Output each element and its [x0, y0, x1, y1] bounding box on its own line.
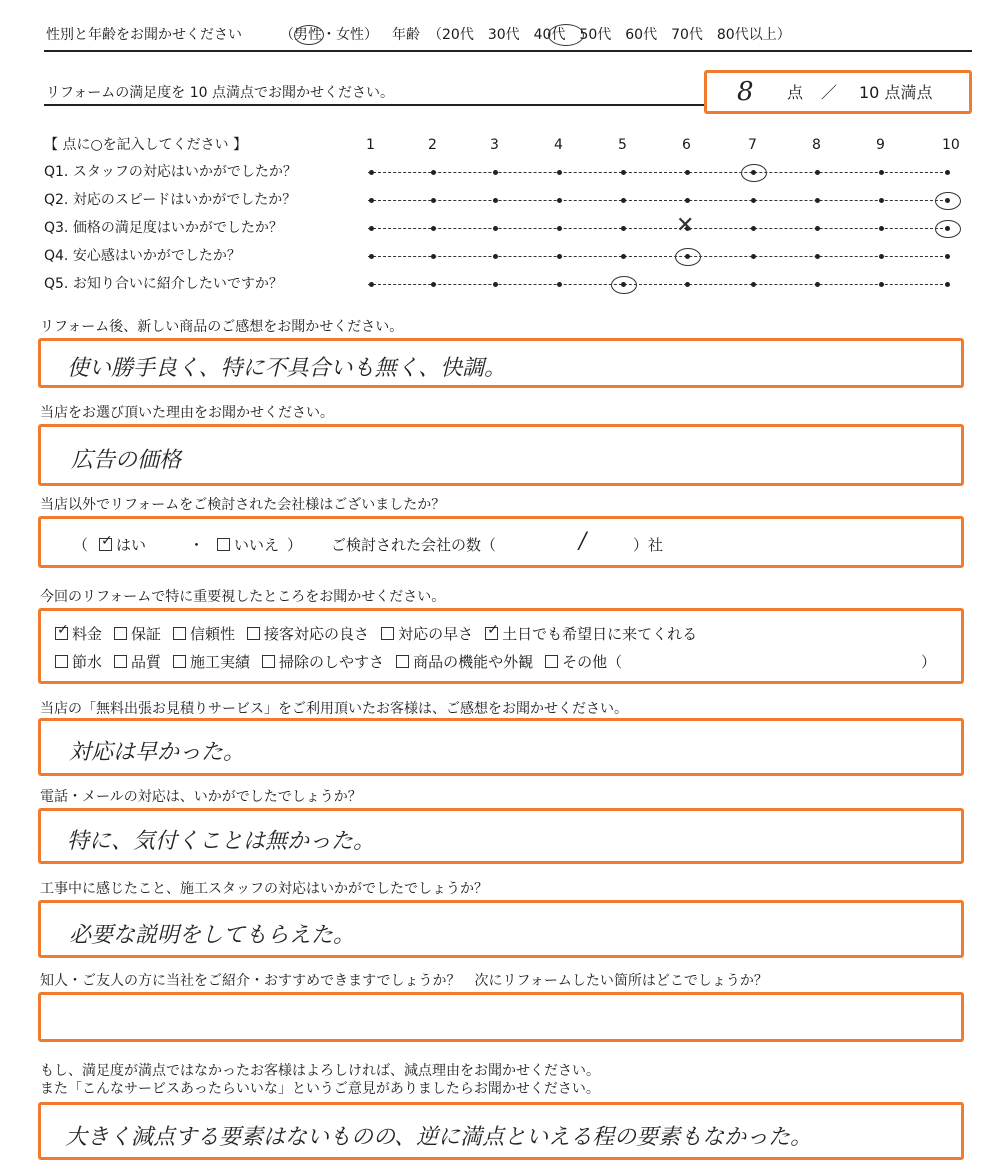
rating-point-10[interactable] — [945, 254, 950, 259]
rating-point-8[interactable] — [815, 170, 820, 175]
age-label: 年齢 — [392, 27, 420, 43]
satisfaction-rule — [44, 104, 704, 106]
age-selection-circle — [548, 24, 584, 46]
paren-open: （ — [73, 536, 89, 554]
rating-line — [368, 228, 948, 229]
rating-point-5[interactable] — [621, 226, 626, 231]
priority-label: 接客対応の良さ — [264, 625, 370, 643]
rating-line — [368, 256, 948, 257]
rating-line — [368, 200, 948, 201]
no-checkbox[interactable] — [217, 538, 230, 551]
rating-point-4[interactable] — [557, 254, 562, 259]
scale-label-5: 5 — [618, 137, 627, 153]
priority-label: 商品の機能や外観 — [413, 653, 534, 671]
other-companies-question: 当店以外でリフォームをご検討された会社様はございましたか？ — [40, 497, 446, 513]
rating-crossed-out-mark: ✕ — [676, 213, 695, 238]
rating-point-4[interactable] — [557, 170, 562, 175]
priority-checkbox[interactable] — [396, 655, 409, 668]
no-label: いいえ — [234, 536, 280, 554]
count-suffix: ）社 — [633, 536, 664, 554]
priority-label: 土日でも希望日に来てくれる — [502, 625, 698, 643]
priorities-question: 今回のリフォームで特に重要視したところをお聞かせください。 — [40, 589, 446, 605]
rating-selected-circle — [935, 220, 961, 238]
phone-mail-answer-box[interactable] — [38, 808, 964, 864]
deduction-answer: 大きく減点する要素はないものの、逆に満点といえる程の要素もなかった。 — [65, 1125, 813, 1150]
priority-option[interactable] — [485, 625, 697, 643]
rating-point-10[interactable] — [945, 282, 950, 287]
other-close-paren: ） — [921, 653, 937, 671]
scale-label-7: 7 — [748, 137, 757, 153]
deduction-answer-box[interactable] — [38, 1102, 964, 1160]
rating-point-7[interactable] — [751, 282, 756, 287]
rating-point-4[interactable] — [557, 282, 562, 287]
referral-question: 知人・ご友人の方に当社をご紹介・おすすめできますでしょうか？ 次にリフォームしたい箇所はどこでしょうか？ — [40, 973, 768, 989]
priority-option[interactable] — [55, 653, 102, 671]
rating-point-8[interactable] — [815, 198, 820, 203]
rating-question-5: Q5. お知り合いに紹介したいですか？ — [44, 276, 283, 292]
other-companies-box — [38, 516, 964, 568]
score-separator: ／ — [821, 83, 838, 102]
priority-checkbox[interactable] — [173, 655, 186, 668]
rating-point-8[interactable] — [815, 282, 820, 287]
priority-label: 品質 — [131, 653, 162, 671]
priority-label: 節水 — [72, 653, 103, 671]
rating-point-2[interactable] — [431, 282, 436, 287]
priority-option[interactable] — [545, 653, 622, 671]
rating-selected-circle — [741, 164, 767, 182]
header-rule — [44, 50, 972, 52]
rating-point-5[interactable] — [621, 198, 626, 203]
priority-option[interactable] — [55, 625, 102, 643]
impressions-answer: 使い勝手良く、特に不具合いも無く、快調。 — [67, 356, 507, 381]
priority-checkbox[interactable] — [55, 655, 68, 668]
scale-label-8: 8 — [812, 137, 821, 153]
rating-point-6[interactable] — [685, 170, 690, 175]
priority-checkbox[interactable] — [262, 655, 275, 668]
rating-point-2[interactable] — [431, 198, 436, 203]
priority-option[interactable] — [247, 625, 369, 643]
rating-point-7[interactable] — [751, 254, 756, 259]
no-option[interactable] — [217, 536, 279, 554]
scale-label-9: 9 — [876, 137, 885, 153]
reason-answer-box[interactable] — [38, 424, 964, 486]
rating-selected-circle — [935, 192, 961, 210]
yes-checkbox[interactable] — [99, 538, 112, 551]
priority-label: 掃除のしやすさ — [279, 653, 385, 671]
rating-point-4[interactable] — [557, 198, 562, 203]
priority-option[interactable] — [173, 625, 235, 643]
score-box — [704, 70, 972, 114]
scale-label-2: 2 — [428, 137, 437, 153]
estimate-question: 当店の「無料出張お見積りサービス」をご利用頂いたお客様は、ご感想をお聞かせください。 — [40, 701, 628, 717]
rating-point-3[interactable] — [493, 170, 498, 175]
construction-question: 工事中に感じたこと、施工スタッフの対応はいかがでしたでしょうか？ — [40, 881, 488, 897]
rating-point-5[interactable] — [621, 254, 626, 259]
rating-point-9[interactable] — [879, 282, 884, 287]
scale-label-1: 1 — [366, 137, 375, 153]
rating-point-4[interactable] — [557, 226, 562, 231]
satisfaction-question: リフォームの満足度を 10 点満点でお聞かせください。 — [46, 85, 395, 101]
rating-point-8[interactable] — [815, 254, 820, 259]
impressions-question: リフォーム後、新しい商品のご感想をお聞かせください。 — [40, 319, 404, 335]
scale-label-10: 10 — [942, 137, 960, 153]
rating-question-4: Q4. 安心感はいかがでしたか？ — [44, 248, 241, 264]
phone-mail-question: 電話・メールの対応は、いかがでしたでしょうか？ — [40, 789, 362, 805]
priorities-row-2 — [55, 653, 634, 671]
priority-option[interactable] — [114, 625, 161, 643]
phone-mail-answer: 特に、気付くことは無かった。 — [67, 829, 376, 854]
priority-label: その他（ — [562, 653, 623, 671]
reason-question: 当店をお選び頂いた理由をお聞かせください。 — [40, 405, 334, 421]
deduction-question-line1: もし、満足度が満点ではなかったお客様はよろしければ、減点理由をお聞かせください。 — [40, 1063, 600, 1079]
rating-point-2[interactable] — [431, 170, 436, 175]
rating-point-6[interactable] — [685, 282, 690, 287]
rating-point-9[interactable] — [879, 170, 884, 175]
rating-point-9[interactable] — [879, 198, 884, 203]
priority-option[interactable] — [396, 653, 533, 671]
rating-point-1[interactable] — [369, 254, 374, 259]
rating-point-3[interactable] — [493, 282, 498, 287]
rating-point-1[interactable] — [369, 170, 374, 175]
rating-point-9[interactable] — [879, 254, 884, 259]
paren-close: ） — [287, 536, 303, 554]
priority-option[interactable] — [173, 653, 250, 671]
rating-selected-circle — [675, 248, 701, 266]
priority-checkbox[interactable] — [114, 627, 127, 640]
rating-question-1: Q1. スタッフの対応はいかがでしたか？ — [44, 164, 297, 180]
rating-point-2[interactable] — [431, 254, 436, 259]
priority-checkbox[interactable] — [485, 627, 498, 640]
rating-question-3: Q3. 価格の満足度はいかがでしたか？ — [44, 220, 283, 236]
rating-point-1[interactable] — [369, 226, 374, 231]
rating-point-6[interactable] — [685, 198, 690, 203]
count-label: ご検討された会社の数（ — [331, 536, 497, 554]
priority-label: 保証 — [131, 625, 162, 643]
gender-options: （男性・女性） — [280, 27, 378, 43]
construction-answer: 必要な説明をしてもらえた。 — [69, 923, 356, 948]
rating-point-5[interactable] — [621, 170, 626, 175]
priority-option[interactable] — [381, 625, 473, 643]
option-separator: ・ — [189, 536, 205, 554]
reason-answer: 広告の価格 — [71, 448, 182, 473]
rating-point-1[interactable] — [369, 282, 374, 287]
priority-label: 対応の早さ — [398, 625, 474, 643]
rating-point-3[interactable] — [493, 226, 498, 231]
deduction-question-line2: また「こんなサービスあったらいいな」というご意見がありましたらお聞かせください。 — [40, 1081, 600, 1097]
rating-line — [368, 172, 948, 173]
referral-answer-box[interactable] — [38, 992, 964, 1042]
rating-question-2: Q2. 対応のスピードはいかがでしたか？ — [44, 192, 297, 208]
priority-checkbox[interactable] — [247, 627, 260, 640]
priority-checkbox[interactable] — [114, 655, 127, 668]
rating-point-7[interactable] — [751, 198, 756, 203]
yes-label: はい — [116, 536, 147, 554]
rating-point-2[interactable] — [431, 226, 436, 231]
impressions-answer-box[interactable] — [38, 338, 964, 388]
score-max: 10 点満点 — [859, 83, 933, 102]
rating-point-3[interactable] — [493, 254, 498, 259]
priority-checkbox[interactable] — [545, 655, 558, 668]
priority-option[interactable] — [262, 653, 384, 671]
rating-point-8[interactable] — [815, 226, 820, 231]
priority-label: 施工実績 — [190, 653, 251, 671]
rating-point-3[interactable] — [493, 198, 498, 203]
gender-age-question: 性別と年齢をお聞かせください — [46, 27, 242, 43]
scale-label-4: 4 — [554, 137, 563, 153]
rating-instruction: 【 点に○を記入してください 】 — [44, 137, 248, 153]
scale-label-6: 6 — [682, 137, 691, 153]
estimate-answer: 対応は早かった。 — [69, 740, 246, 765]
scale-label-3: 3 — [490, 137, 499, 153]
priority-label: 信頼性 — [190, 625, 236, 643]
priorities-row-1 — [55, 625, 709, 643]
score-handwritten: 8 — [737, 77, 754, 107]
estimate-answer-box[interactable] — [38, 718, 964, 776]
priorities-box — [38, 608, 964, 684]
count-value[interactable]: / — [579, 529, 587, 554]
rating-point-7[interactable] — [751, 226, 756, 231]
rating-point-1[interactable] — [369, 198, 374, 203]
priority-option[interactable] — [114, 653, 161, 671]
score-unit: 点 — [787, 83, 804, 102]
priority-label: 料金 — [72, 625, 103, 643]
rating-selected-circle — [611, 276, 637, 294]
construction-answer-box[interactable] — [38, 900, 964, 958]
yes-option[interactable] — [99, 536, 146, 554]
priority-checkbox[interactable] — [173, 627, 186, 640]
gender-selection-circle — [294, 25, 324, 45]
rating-line — [368, 284, 948, 285]
age-options: （20代 30代 40代 50代 60代 70代 80代以上） — [428, 27, 791, 43]
rating-point-9[interactable] — [879, 226, 884, 231]
priority-checkbox[interactable] — [55, 627, 68, 640]
rating-point-10[interactable] — [945, 170, 950, 175]
priority-checkbox[interactable] — [381, 627, 394, 640]
